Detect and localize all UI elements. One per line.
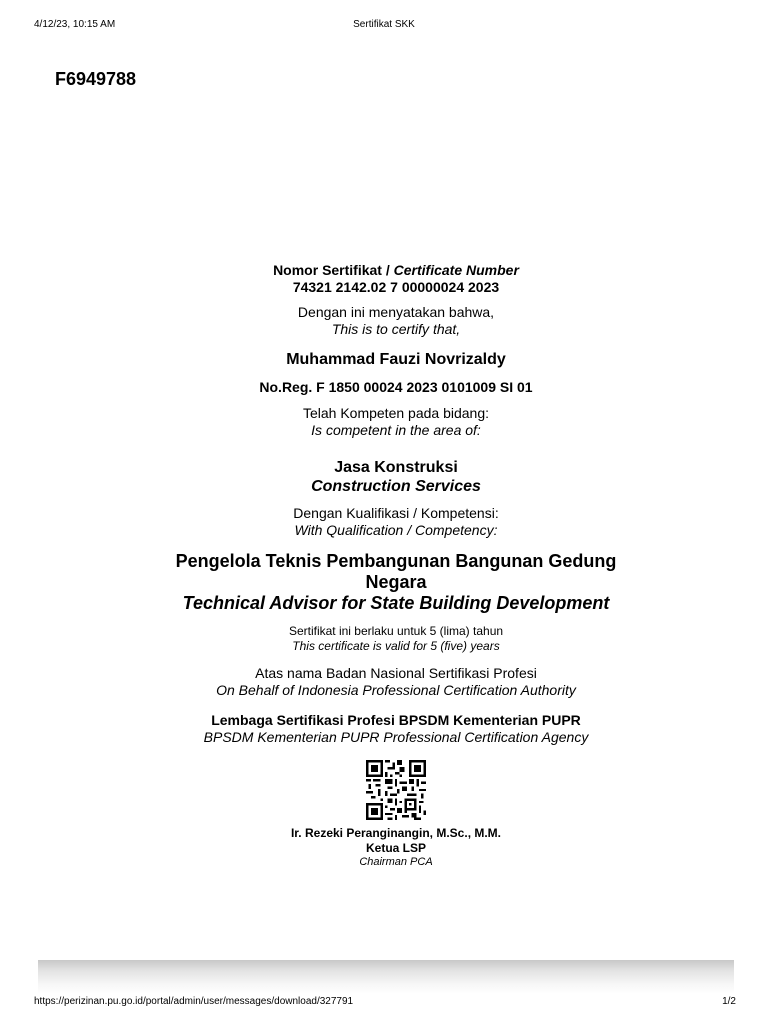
certificate-number-label: Nomor Sertifikat / Certificate Number: [273, 262, 519, 278]
qualification-title-id-line2: Negara: [365, 572, 427, 592]
behalf-text-id: Atas nama Badan Nasional Sertifikasi Profesi: [255, 665, 537, 681]
competent-text-id: Telah Kompeten pada bidang:: [302, 405, 490, 421]
agency-name-id: Lembaga Sertifikasi Profesi BPSDM Kementerian PUPR: [211, 712, 581, 728]
page-number: 1/2: [722, 996, 736, 1007]
print-title: Sertifikat SKK: [353, 19, 415, 30]
page-break-divider: [38, 960, 734, 994]
qualification-title-id-line1: Pengelola Teknis Pembangunan Bangunan Gedung: [175, 551, 617, 571]
signatory-title-id: Ketua LSP: [365, 841, 426, 855]
document-id: F6949788: [55, 69, 137, 89]
print-datetime: 4/12/23, 10:15 AM: [34, 19, 116, 30]
declare-text-en: This is to certify that,: [331, 321, 461, 337]
validity-text-id: Sertifikat ini berlaku untuk 5 (lima) tahun: [288, 624, 504, 638]
signatory-name: Ir. Rezeki Peranginangin, M.Sc., M.M.: [290, 826, 502, 840]
holder-name: Muhammad Fauzi Novrizaldy: [286, 351, 506, 368]
behalf-text-en: On Behalf of Indonesia Professional Certification Authority: [216, 682, 576, 698]
agency-name-en: BPSDM Kementerian PUPR Professional Certification Agency: [203, 729, 589, 745]
registration-number: No.Reg. F 1850 00024 2023 0101009 SI 01: [259, 379, 533, 395]
validity-text-en: This certificate is valid for 5 (five) years: [292, 639, 500, 653]
qualification-label-id: Dengan Kualifikasi / Kompetensi:: [293, 505, 499, 521]
competent-text-en: Is competent in the area of:: [311, 422, 481, 438]
field-en: Construction Services: [311, 478, 481, 495]
field-id: Jasa Konstruksi: [334, 459, 458, 476]
certificate-number: 74321 2142.02 7 00000024 2023: [292, 279, 500, 295]
qualification-label-en: With Qualification / Competency:: [294, 522, 498, 538]
source-url: https://perizinan.pu.go.id/portal/admin/user/messages/download/327791: [34, 996, 354, 1007]
declare-text-id: Dengan ini menyatakan bahwa,: [297, 304, 495, 320]
signatory-title-en: Chairman PCA: [359, 856, 433, 868]
qr-code-icon: [366, 760, 426, 820]
certificate-body: [0, 262, 768, 869]
qualification-title-en: Technical Advisor for State Building Development: [182, 593, 610, 613]
